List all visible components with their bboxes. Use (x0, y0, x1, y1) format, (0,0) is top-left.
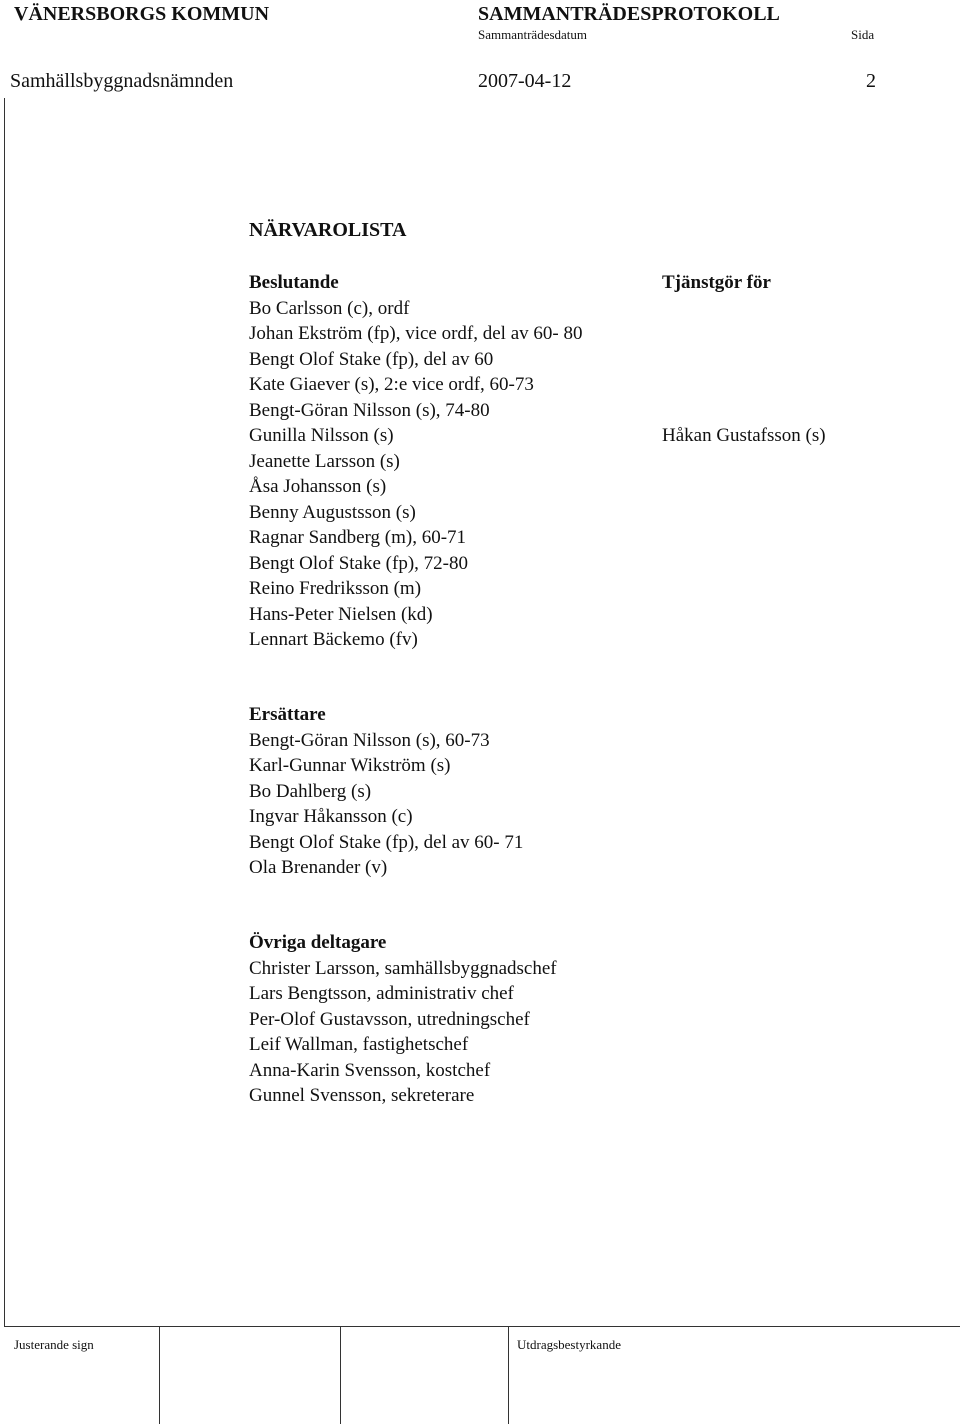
page-title: NÄRVAROLISTA (249, 219, 407, 241)
list-item: Bengt Olof Stake (fp), 72-80 (249, 552, 468, 574)
list-item: Ingvar Håkansson (c) (249, 806, 413, 827)
utdragsbestyrkande-label: Utdragsbestyrkande (517, 1337, 621, 1352)
list-item: Gunnel Svensson, sekreterare (249, 1085, 475, 1106)
serves-for-heading: Tjänstgör för (662, 272, 771, 293)
list-item: Karl-Gunnar Wikström (s) (249, 755, 451, 776)
list-item: Leif Wallman, fastighetschef (249, 1034, 469, 1055)
list-item: Johan Ekström (fp), vice ordf, del av 60- 80 (249, 323, 583, 344)
beslutande-section (249, 270, 582, 653)
justerande-sign-label: Justerande sign (14, 1337, 94, 1352)
list-item: Gunilla Nilsson (s) (249, 425, 394, 446)
list-item: Bengt-Göran Nilsson (s), 60-73 (249, 729, 490, 751)
ovriga-heading: Övriga deltagare (249, 932, 387, 953)
page-label: Sida (851, 27, 875, 42)
list-item: Bengt-Göran Nilsson (s), 74-80 (249, 399, 490, 421)
footer-divider (508, 1326, 509, 1424)
list-item: Bengt Olof Stake (fp), del av 60- 71 (249, 831, 524, 853)
list-item: Jeanette Larsson (s) (249, 450, 400, 472)
meeting-date: 2007-04-12 (478, 70, 572, 92)
footer-divider (340, 1326, 341, 1424)
list-item: Åsa Johansson (s) (249, 476, 387, 497)
committee-name: Samhällsbyggnadsnämnden (10, 70, 234, 92)
list-item: Christer Larsson, samhällsbyggnadschef (249, 957, 557, 979)
date-label: Sammanträdesdatum (478, 27, 588, 42)
footer-divider (159, 1326, 160, 1424)
ersattare-section (249, 702, 523, 881)
serves-for-value: Håkan Gustafsson (s) (662, 425, 826, 446)
list-item: Kate Giaever (s), 2:e vice ordf, 60-73 (249, 374, 534, 395)
list-item: Per-Olof Gustavsson, utredningschef (249, 1008, 530, 1030)
list-item: Lars Bengtsson, administrativ chef (249, 983, 514, 1004)
ersattare-heading: Ersättare (249, 704, 326, 725)
page-number: 2 (866, 70, 876, 92)
list-item: Ola Brenander (v) (249, 857, 388, 878)
footer-top-line (4, 1326, 960, 1327)
beslutande-heading: Beslutande (249, 272, 339, 293)
list-item: Bo Dahlberg (s) (249, 780, 372, 802)
list-item: Bo Carlsson (c), ordf (249, 297, 410, 319)
ovriga-section (249, 930, 557, 1109)
list-item: Reino Fredriksson (m) (249, 578, 422, 599)
margin-line (4, 98, 5, 1326)
list-item: Ragnar Sandberg (m), 60-71 (249, 527, 467, 548)
list-item: Benny Augustsson (s) (249, 501, 416, 523)
municipality-name: VÄNERSBORGS KOMMUN (14, 3, 270, 25)
list-item: Anna-Karin Svensson, kostchef (249, 1059, 491, 1081)
list-item: Lennart Bäckemo (fv) (249, 629, 418, 650)
document-type: SAMMANTRÄDESPROTOKOLL (478, 3, 780, 25)
list-item: Hans-Peter Nielsen (kd) (249, 603, 433, 625)
list-item: Bengt Olof Stake (fp), del av 60 (249, 348, 494, 370)
